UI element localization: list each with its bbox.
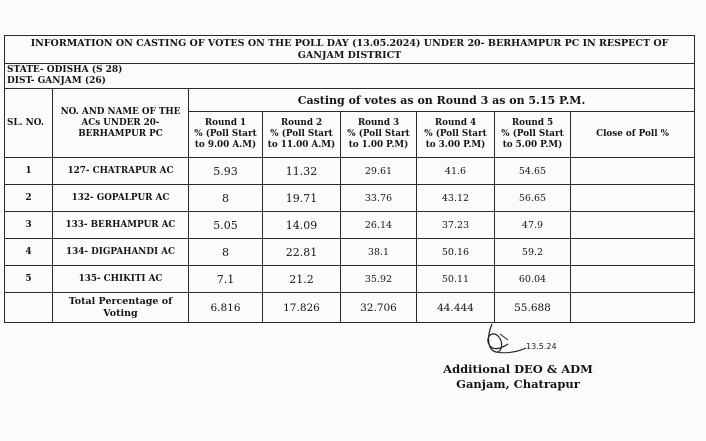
round-3-cell: 38.1 [341,239,417,266]
ac-cell: 135- CHIKITI AC [53,266,189,293]
close-cell [571,239,695,266]
round-3-cell: 29.61 [341,158,417,185]
round-2-cell: 11.32 [263,158,341,185]
round-1-cell: 5.93 [189,158,263,185]
total-round-2: 17.826 [263,293,341,323]
close-cell [571,266,695,293]
sl-cell: 3 [5,212,53,239]
sl-cell: 1 [5,158,53,185]
sl-cell: 2 [5,185,53,212]
round-5-cell: 59.2 [495,239,571,266]
table-row [5,266,695,293]
close-of-poll-header: Close of Poll % [571,112,695,158]
poll-table [4,35,695,323]
total-round-5: 55.688 [495,293,571,323]
table-row [5,239,695,266]
state-district [5,64,695,89]
round-3-header: Round 3 % (Poll Start to 1.00 P.M) [341,112,417,158]
signature-date: 13.5.24 [526,342,557,351]
round-4-cell: 50.16 [417,239,495,266]
round-4-cell: 50.11 [417,266,495,293]
round-3-cell: 26.14 [341,212,417,239]
sl-cell: 4 [5,239,53,266]
poll-report-sheet [4,35,694,323]
total-round-1: 6.816 [189,293,263,323]
round-2-cell: 21.2 [263,266,341,293]
sl-no-header: SL. NO. [5,89,53,158]
round-4-header: Round 4 % (Poll Start to 3.00 P.M) [417,112,495,158]
round-4-cell: 41.6 [417,158,495,185]
ac-cell: 127- CHATRAPUR AC [53,158,189,185]
total-sl-cell [5,293,53,323]
state-label: STATE- ODISHA (S 28) [7,65,123,75]
round-2-cell: 19.71 [263,185,341,212]
ac-cell: 132- GOPALPUR AC [53,185,189,212]
sl-cell: 5 [5,266,53,293]
round-4-cell: 43.12 [417,185,495,212]
signatory-title: Additional DEO & ADM [443,362,593,376]
signature-mark [422,318,612,358]
round-3-cell: 35.92 [341,266,417,293]
signatory-block [428,362,608,392]
round-5-cell: 60.04 [495,266,571,293]
round-1-header: Round 1 % (Poll Start to 9.00 A.M) [189,112,263,158]
close-cell [571,185,695,212]
round-2-header: Round 2 % (Poll Start to 11.00 A.M) [263,112,341,158]
round-5-header: Round 5 % (Poll Start to 5.00 P.M) [495,112,571,158]
district-label: DIST- GANJAM (26) [7,76,106,86]
total-label: Total Percentage of Voting [53,293,189,323]
close-cell [571,158,695,185]
ac-name-header: NO. AND NAME OF THE ACs UNDER 20- BERHAMPUR PC [53,89,189,158]
table-row [5,158,695,185]
signatory-office: Ganjam, Chatrapur [456,377,580,391]
round-4-cell: 37.23 [417,212,495,239]
report-title: INFORMATION ON CASTING OF VOTES ON THE POLL DAY (13.05.2024) UNDER 20- BERHAMPUR PC IN RESPECT OF GANJAM DISTRICT [5,36,695,64]
close-cell [571,212,695,239]
round-1-cell: 8 [189,239,263,266]
round-3-cell: 33.76 [341,185,417,212]
round-5-cell: 47.9 [495,212,571,239]
round-1-cell: 5.05 [189,212,263,239]
ac-cell: 134- DIGPAHANDI AC [53,239,189,266]
round-2-cell: 14.09 [263,212,341,239]
round-1-cell: 7.1 [189,266,263,293]
table-row [5,212,695,239]
round-1-cell: 8 [189,185,263,212]
round-2-cell: 22.81 [263,239,341,266]
round-5-cell: 54.65 [495,158,571,185]
casting-header: Casting of votes as on Round 3 as on 5.15 P.M. [189,89,695,112]
total-round-4: 44.444 [417,293,495,323]
total-round-3: 32.706 [341,293,417,323]
ac-cell: 133- BERHAMPUR AC [53,212,189,239]
round-5-cell: 56.65 [495,185,571,212]
table-row [5,185,695,212]
